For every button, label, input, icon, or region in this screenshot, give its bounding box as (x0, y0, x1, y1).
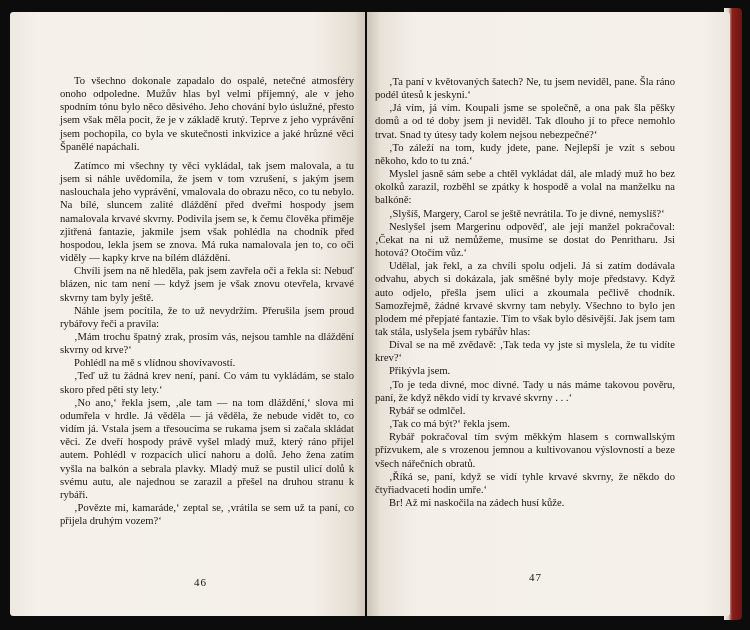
paragraph: ‚To je teda divné, moc divné. Tady u nás máme takovou pověru, paní, že když někdo vidí ty krvavé skvrny . . .‘ (375, 379, 675, 404)
paragraph: Neslyšel jsem Margerinu odpověď, ale její manžel pokračoval: ‚Čekat na ni už nemůžeme, musíme se dostat do Penritharu. Jsi hotová? Otočím vůz.‘ (375, 221, 675, 260)
paragraph: To všechno dokonale zapadalo do ospalé, netečné atmosféry onoho odpoledne. Mužův hlas byl velmi příjemný, ale v jeho spodním tónu bylo něco děsivého. Jeho chování bylo úslužné, přesto jsem však měla pocit, že je v základě krutý. Teprve z jeho vyprávění jsem pochopila, co byla ve skutečnosti inkvizice a jaké hrůzné věci Španělé napáchali. (60, 76, 354, 153)
paragraph: Zatímco mi všechny ty věci vykládal, tak jsem malovala, a tu jsem si náhle uvědomila, že jsem v tom vzrušení, s jakým jsem naslouchala jeho vyprávění, vmalovala do obrazu něco, co tu nebylo. Na bílé, sluncem zalité dláždění před dveřmi hospody jsem namalovala krvavé skvrny. Podivila jsem se, k čemu člověka přiměje zjitřená fantazie, jakmile jsem však pohlédla na chodník před hospodou, lekla jsem se znova. Má ruka namalovala jen to, co oči viděly — kapky krve na bílém dláždění. (60, 160, 354, 265)
paragraph: Náhle jsem pocítila, že to už nevydržím. Přerušila jsem proud rybářovy řeči a pravila: (60, 305, 354, 330)
left-page-text (60, 75, 354, 528)
paragraph: Udělal, jak řekl, a za chvíli spolu odjeli. Já si zatím dodávala odvahu, abych si dokázala, jak směšné byly moje představy. Když auto odjelo, přešla jsem ulici a zkoumala pečlivě chodník. Samozřejmě, žádné krvavé skvrny tam nebyly. Všechno to bylo jen plodem mé přepjaté fantazie. Tím to však bylo děsivější. Jak jsem tam tak stála, uslyšela jsem rybářův hlas: (375, 261, 675, 338)
page-number: 47 (529, 572, 542, 584)
right-page-text (375, 76, 675, 510)
paragraph: ‚No ano,‘ řekla jsem, ‚ale tam — na tom dláždění,‘ slova mi odumřela v hrdle. Já věděla — já věděla, že nebude vidět to, co vidím já. Vstala jsem a třesoucíma se rukama jsem si začala skládat věci. Ze dveří hospody právě vyšel mladý muž, který ráno přijel autem. Pohlédl v rozpacích ulicí nahoru a dolů. Jeho žena zatím vyšla na balkón a sebrala plavky. Mladý muž se pustil ulicí dolů k svému autu, ale najednou se zarazil a přešel na druhou stranu k rybáři. (60, 397, 354, 501)
right-page (367, 12, 730, 616)
paragraph: ‚Ta paní v květovaných šatech? Ne, tu jsem neviděl, pane. Šla ráno podél útesů k jeskyni.‘ (375, 77, 675, 102)
paragraph: ‚Tak co má být?‘ řekla jsem. (389, 419, 511, 431)
paragraph: ‚Slyšíš, Margery, Carol se ještě nevrátila. To je divné, nemyslíš?‘ (389, 208, 665, 220)
paragraph: ‚Já vím, já vím. Koupali jsme se společně, a ona pak šla pěšky domů a od té doby jsem ji neviděl. Tak dlouho jí to přece nemohlo trvat. Snad ty útesy tady kolem nejsou nebezpečné?‘ (375, 103, 675, 141)
paragraph: Díval se na mě zvědavě: ‚Tak teda vy jste si myslela, že tu vidíte krev?‘ (375, 340, 675, 365)
paragraph: Pohlédl na mě s vlídnou shovívavostí. (74, 358, 236, 370)
paragraph: Přikývla jsem. (389, 366, 451, 378)
paragraph: ‚Mám trochu špatný zrak, prosím vás, nejsou tamhle na dláždění skvrny od krve?‘ (60, 331, 354, 357)
paragraph: ‚Teď už tu žádná krev není, paní. Co vám tu vykládám, se stalo skoro před pěti sty lety.‘ (60, 371, 354, 396)
paragraph: Br! Až mi naskočila na zádech husí kůže. (389, 498, 565, 509)
paragraph: ‚Říká se, paní, když se vidí tyhle krvavé skvrny, že někdo do čtyřiadvaceti hodin umře.‘ (375, 471, 675, 496)
paragraph: Rybář pokračoval tím svým měkkým hlasem s cornwallským přízvukem, ale s vrozenou jemnou a kultivovanou výslovností a beze všech nářečních obratů. (375, 432, 675, 470)
paragraph: ‚To záleží na tom, kudy jdete, pane. Nejlepší je vzít s sebou někoho, kdo to tu zná.‘ (375, 142, 675, 167)
paragraph: ‚Povězte mi, kamaráde,‘ zeptal se, ‚vrátila se sem už ta paní, co přijela druhým vozem?‘ (60, 503, 354, 528)
left-page (10, 12, 365, 616)
paragraph: Rybář se odmlčel. (389, 405, 466, 417)
paragraph: Myslel jasně sám sebe a chtěl vykládat dál, ale mladý muž ho bez okolků zarazil, rozběhl se zpátky k hospodě a volal na manželku na balkóně: (375, 169, 675, 207)
paragraph: Chvíli jsem na ně hleděla, pak jsem zavřela oči a řekla si: Nebuď blázen, nic tam není — když jsem je však znovu otevřela, krvavé skvrny tam byly ještě. (60, 266, 354, 304)
page-number: 46 (194, 577, 207, 589)
